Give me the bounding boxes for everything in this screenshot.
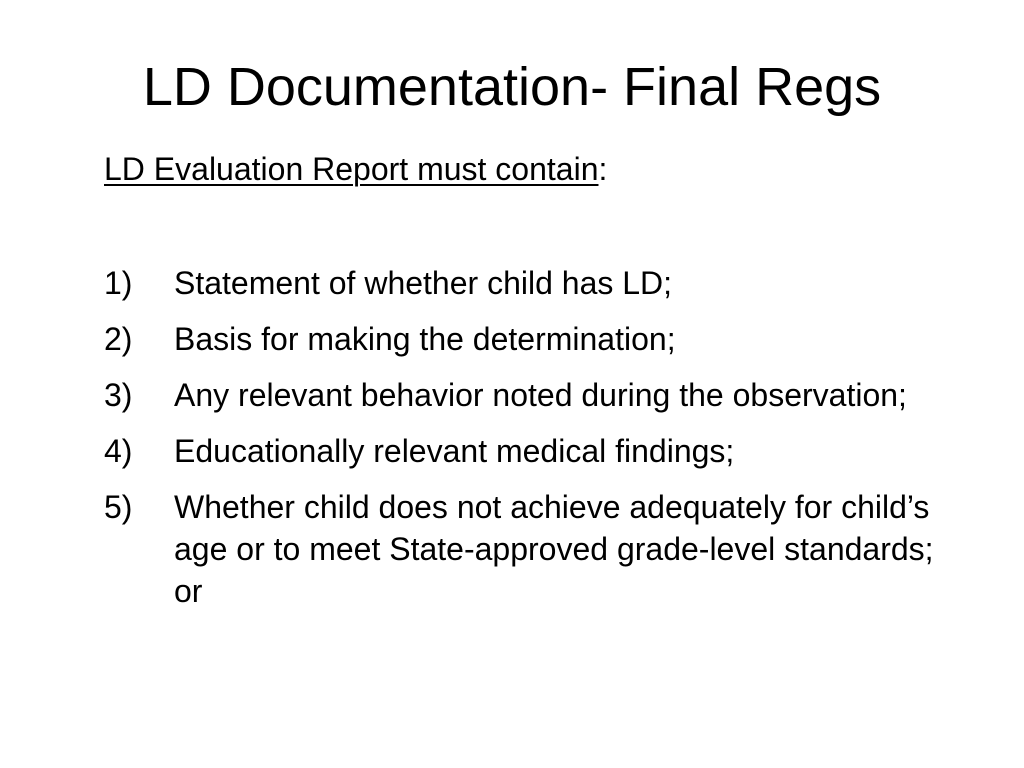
- intro-suffix: :: [598, 151, 608, 187]
- list-item-text: Statement of whether child has LD;: [174, 265, 673, 301]
- list-item-number: 4): [104, 433, 133, 469]
- intro-underlined-text: LD Evaluation Report must contain: [104, 151, 599, 187]
- list-item: [104, 430, 964, 472]
- list-item-number: 2): [104, 321, 133, 357]
- list-item-text: Any relevant behavior noted during the observation;: [174, 377, 907, 413]
- slide-title: LD Documentation- Final Regs: [142, 57, 882, 117]
- list-item-number: 1): [104, 265, 133, 301]
- list-item-text: Basis for making the determination;: [174, 321, 676, 357]
- requirements-list: [104, 262, 964, 626]
- list-item: [104, 318, 964, 360]
- intro-line: [104, 147, 607, 191]
- list-item: [104, 486, 964, 612]
- list-item-number: 3): [104, 377, 133, 413]
- list-item-text: Educationally relevant medical findings;: [174, 433, 735, 469]
- list-item: [104, 374, 964, 416]
- list-item: [104, 262, 964, 304]
- list-item-text: Whether child does not achieve adequately for child’s age or to meet State-approved grade-level standards; or: [174, 489, 934, 609]
- list-item-number: 5): [104, 489, 133, 525]
